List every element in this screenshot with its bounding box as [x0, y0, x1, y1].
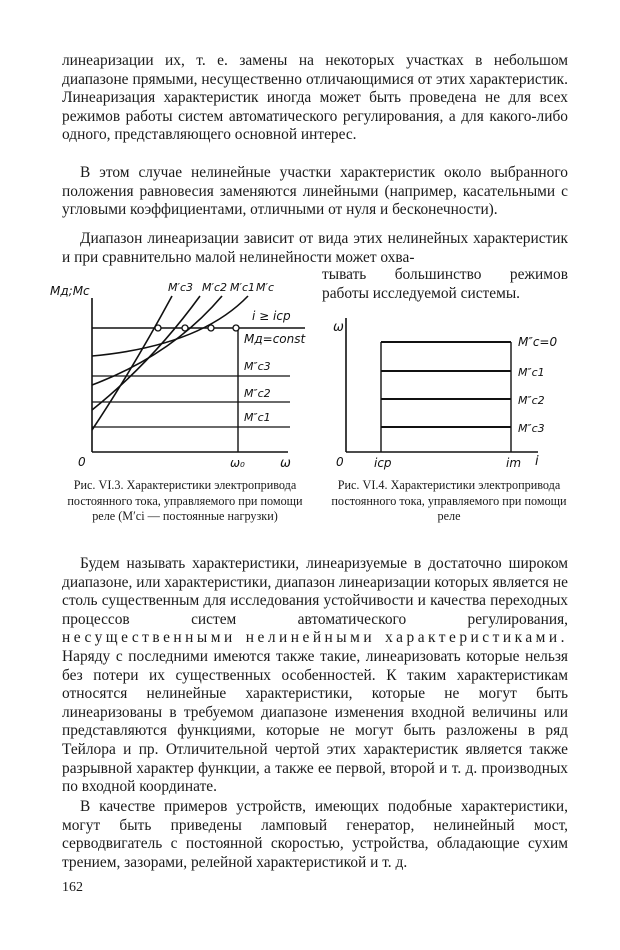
fig3-curve-label-c2: M′c2: [202, 281, 228, 294]
fig4-x-label: i: [535, 454, 539, 469]
page-number: 162: [62, 880, 83, 895]
fig4-origin-label: 0: [336, 455, 344, 469]
fig3-omega0-label: ω₀: [230, 456, 245, 470]
fig4-level-label-3: M″c3: [518, 422, 545, 435]
fig3-point-3: [208, 325, 214, 331]
fig4-level-label-0: M″c=0: [518, 335, 558, 349]
fig3-curve-c3: [92, 296, 172, 430]
paragraph-4: [62, 555, 568, 797]
fig3-x-label: ω: [280, 456, 291, 470]
figure-vi-4-caption: Рис. VI.4. Характеристики электропривода постоянного тока, управляемого при помощи реле: [331, 478, 567, 523]
fig3-load-label-2: M″c2: [244, 387, 271, 400]
fig3-curve-label-c3: M′c3: [168, 281, 194, 294]
paragraph-3-start: Диапазон линеаризации зависит от вида этих нелинейных характеристик и при сравнительно малой нелинейности может охва-: [62, 230, 568, 266]
fig3-load-label-1: M″c1: [244, 411, 271, 424]
fig3-curve-c1: [92, 296, 222, 385]
figure-vi-3: [48, 270, 318, 470]
paragraph-5: В качестве примеров устройств, имеющих подобные характеристики, могут быть приведены ламповый генератор, нелинейный мост, серводвигатель с постоянной скоростью, устройства, обладающие сухим трением, зазорами, релейной характеристикой и т. д.: [62, 798, 568, 871]
fig3-point-1: [155, 325, 161, 331]
figure-vi-4: [325, 310, 575, 475]
fig3-current-label: i ≥ iср: [252, 309, 291, 323]
fig3-curve-label-c1: M′c1: [230, 281, 256, 294]
paragraph-2: В этом случае нелинейные участки характеристик около выбранного положения равновесия заменяются линейными (например, касательными с угловыми коэффициентами, отличными от нуля и бесконечности).: [62, 164, 568, 219]
fig4-level-label-1: M″c1: [518, 366, 545, 379]
paragraph-4-emphasis: несущественными нелинейными характеристиками.: [62, 629, 568, 647]
fig3-curve-label-c: M′c: [256, 281, 275, 294]
fig3-y-label: Mд;Mс: [50, 284, 90, 298]
paragraph-4-part-2: Наряду с последними имеются также такие, линеаризовать которые нельзя без потери их существенных особенностей. К таким характеристикам относятся нелинейные характеристики, которые не могут быть линеаризованы в требуемом диапазоне изменения входной величины или представляются функциями, которые не могут быть разложены в ряд Тейлора и пр. Отличительной чертой этих характеристик является также разрывной характер функции, а также ее первой, второй и т. д. производных по входной координате.: [62, 647, 568, 796]
paragraph-4-part-1: Будем называть характеристики, линеаризуемые в достаточно широком диапазоне, или характеристики, диапазон линеаризации которых является не столь существенным для исследования устойчивости и качества переходных процессов систем автоматического регулирования,: [62, 555, 568, 628]
figure-vi-3-caption: Рис. VI.3. Характеристики электропривода постоянного тока, управляемого при помощи реле (M′ci — постоянные нагрузки): [67, 478, 303, 523]
fig4-y-label: ω: [333, 320, 344, 335]
fig3-curve-c2: [92, 296, 200, 410]
fig4-icp-label: iср: [374, 456, 392, 470]
fig4-level-label-2: M″c2: [518, 394, 545, 407]
paragraph-1: линеаризации их, т. е. замены на некоторых участках в небольшом диапазоне прямыми, несущественно отличающимися от этих характеристик. Линеаризация характеристик иногда может быть проведена не для всех режимов работы систем автоматического регулирования, а для какого-либо одного, представляющего основной интерес.: [62, 52, 568, 144]
fig3-torque-label: Mд=const: [244, 332, 306, 346]
fig4-im-label: im: [506, 456, 522, 470]
fig3-point-2: [182, 325, 188, 331]
fig3-load-label-3: M″c3: [244, 360, 271, 373]
fig3-origin-label: 0: [78, 455, 86, 469]
fig3-curve-c: [92, 296, 248, 356]
fig3-point-4: [233, 325, 239, 331]
paragraph-3-continued: тывать большинство режимов работы исследуемой системы.: [322, 266, 568, 302]
